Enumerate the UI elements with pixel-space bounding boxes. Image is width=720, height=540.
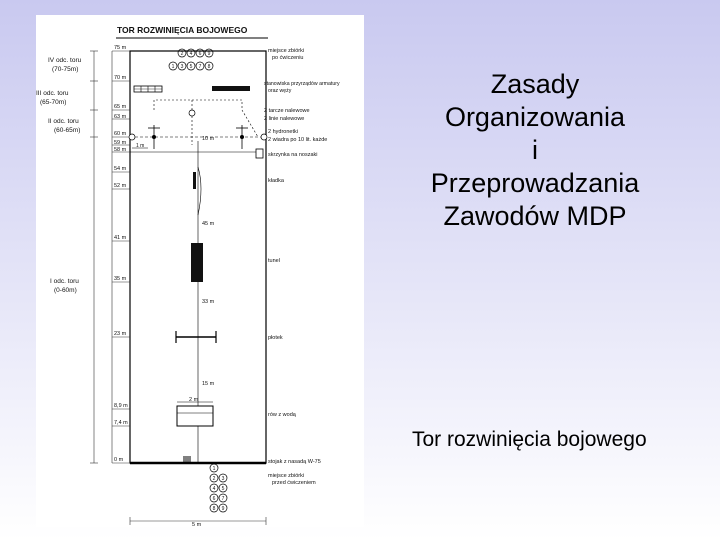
distance-label: 65 m xyxy=(114,104,127,110)
circle-number: 4 xyxy=(212,486,216,492)
label-finish-area: miejsce zbiórki xyxy=(268,473,305,479)
fittings-stands xyxy=(134,86,250,92)
label-ditch: rów z wodą xyxy=(268,412,296,418)
circle-number: 3 xyxy=(221,476,225,482)
diagram-panel xyxy=(36,15,364,527)
section-label: (65-70m) xyxy=(40,99,67,106)
circle-number: 7 xyxy=(198,64,202,70)
ladder-icon xyxy=(193,172,196,189)
circle-number: 9 xyxy=(221,506,225,512)
label-ladder: kładka xyxy=(268,178,284,184)
circle-number: 5 xyxy=(221,486,225,492)
ladder-path xyxy=(198,167,201,215)
target-marker-icon xyxy=(189,110,195,116)
slide-caption: Tor rozwinięcia bojowego xyxy=(412,428,647,451)
distance-label: 63 m xyxy=(114,114,127,120)
track-diagram xyxy=(36,15,364,527)
distance-label: 23 m xyxy=(114,331,127,337)
section-labels xyxy=(36,57,82,294)
stretcher-box xyxy=(256,149,263,158)
distance-label: 75 m xyxy=(114,45,127,51)
circle-number: 1 xyxy=(212,466,216,472)
label-fittings: oraz węży xyxy=(268,88,292,94)
center-mark: 33 m xyxy=(202,299,215,305)
water-ditch xyxy=(177,406,213,426)
circle-number: 6 xyxy=(198,51,202,57)
distance-marks xyxy=(112,45,130,463)
distance-label: 58 m xyxy=(114,147,127,153)
section-label: IV odc. toru xyxy=(48,57,82,64)
label-fittings: stanowiska przyrządów armatury xyxy=(264,81,340,87)
section-label: (60-65m) xyxy=(54,127,81,134)
circle-number: 8 xyxy=(207,64,211,70)
distance-label: 8,9 m xyxy=(114,403,128,409)
circle-number: 6 xyxy=(212,496,216,502)
label-tunnel: tunel xyxy=(268,258,280,264)
distance-label: 52 m xyxy=(114,183,127,189)
circle-number: 2 xyxy=(180,51,184,57)
distance-label: 59 m xyxy=(114,140,127,146)
distance-label: 7,4 m xyxy=(114,420,128,426)
bottom-circle-numbers xyxy=(213,466,225,512)
label-start-area: po ćwiczeniu xyxy=(272,55,304,61)
diagram-heading: TOR ROZWINIĘCIA BOJOWEGO xyxy=(117,25,248,35)
label-finish-area: przed ćwiczeniem xyxy=(272,480,316,486)
center-mark: 10 m xyxy=(202,136,215,142)
section-label: (70-75m) xyxy=(52,66,79,73)
label-hydrants: 2 wiadra po 10 lit. każde xyxy=(268,137,328,143)
section-label: I odc. toru xyxy=(50,278,79,285)
section-label: III odc. toru xyxy=(36,90,69,97)
label-hoses: 2 tarcze nalewowe xyxy=(264,108,310,114)
fence-icon xyxy=(176,331,216,343)
circle-number: 3 xyxy=(180,64,184,70)
center-mark: 1 m xyxy=(136,143,145,149)
width-mark: 5 m xyxy=(192,522,202,527)
center-mark: 45 m xyxy=(202,221,215,227)
label-box: skrzynka na noszaki xyxy=(268,152,318,158)
circle-number: 5 xyxy=(189,64,193,70)
slide-title: Zasady Organizowania i Przeprowadzania Zawodów MDP xyxy=(430,69,640,231)
center-mark: 2 m xyxy=(189,397,199,403)
circle-number: 7 xyxy=(221,496,225,502)
distance-label: 70 m xyxy=(114,75,127,81)
circle-number: 8 xyxy=(212,506,216,512)
distance-label: 41 m xyxy=(114,235,127,241)
circle-number: 1 xyxy=(171,64,175,70)
distance-label: 0 m xyxy=(114,457,124,463)
label-hydrants: 2 hydronetki xyxy=(268,129,298,135)
section-label: (0-60m) xyxy=(54,287,77,294)
distance-label: 60 m xyxy=(114,131,127,137)
circle-number: 4 xyxy=(189,51,193,57)
section-label: II odc. toru xyxy=(48,118,79,125)
circle-number: 9 xyxy=(207,51,211,57)
label-fence: płotek xyxy=(268,335,283,341)
distance-label: 35 m xyxy=(114,276,127,282)
distance-label: 54 m xyxy=(114,166,127,172)
center-mark: 15 m xyxy=(202,381,215,387)
circle-number: 2 xyxy=(212,476,216,482)
tunnel-icon xyxy=(191,243,203,282)
label-stand: stojak z nasadą W-75 xyxy=(268,459,321,465)
label-hoses: 2 linie nalewowe xyxy=(264,116,305,122)
label-start-area: miejsce zbiórki xyxy=(268,48,305,54)
